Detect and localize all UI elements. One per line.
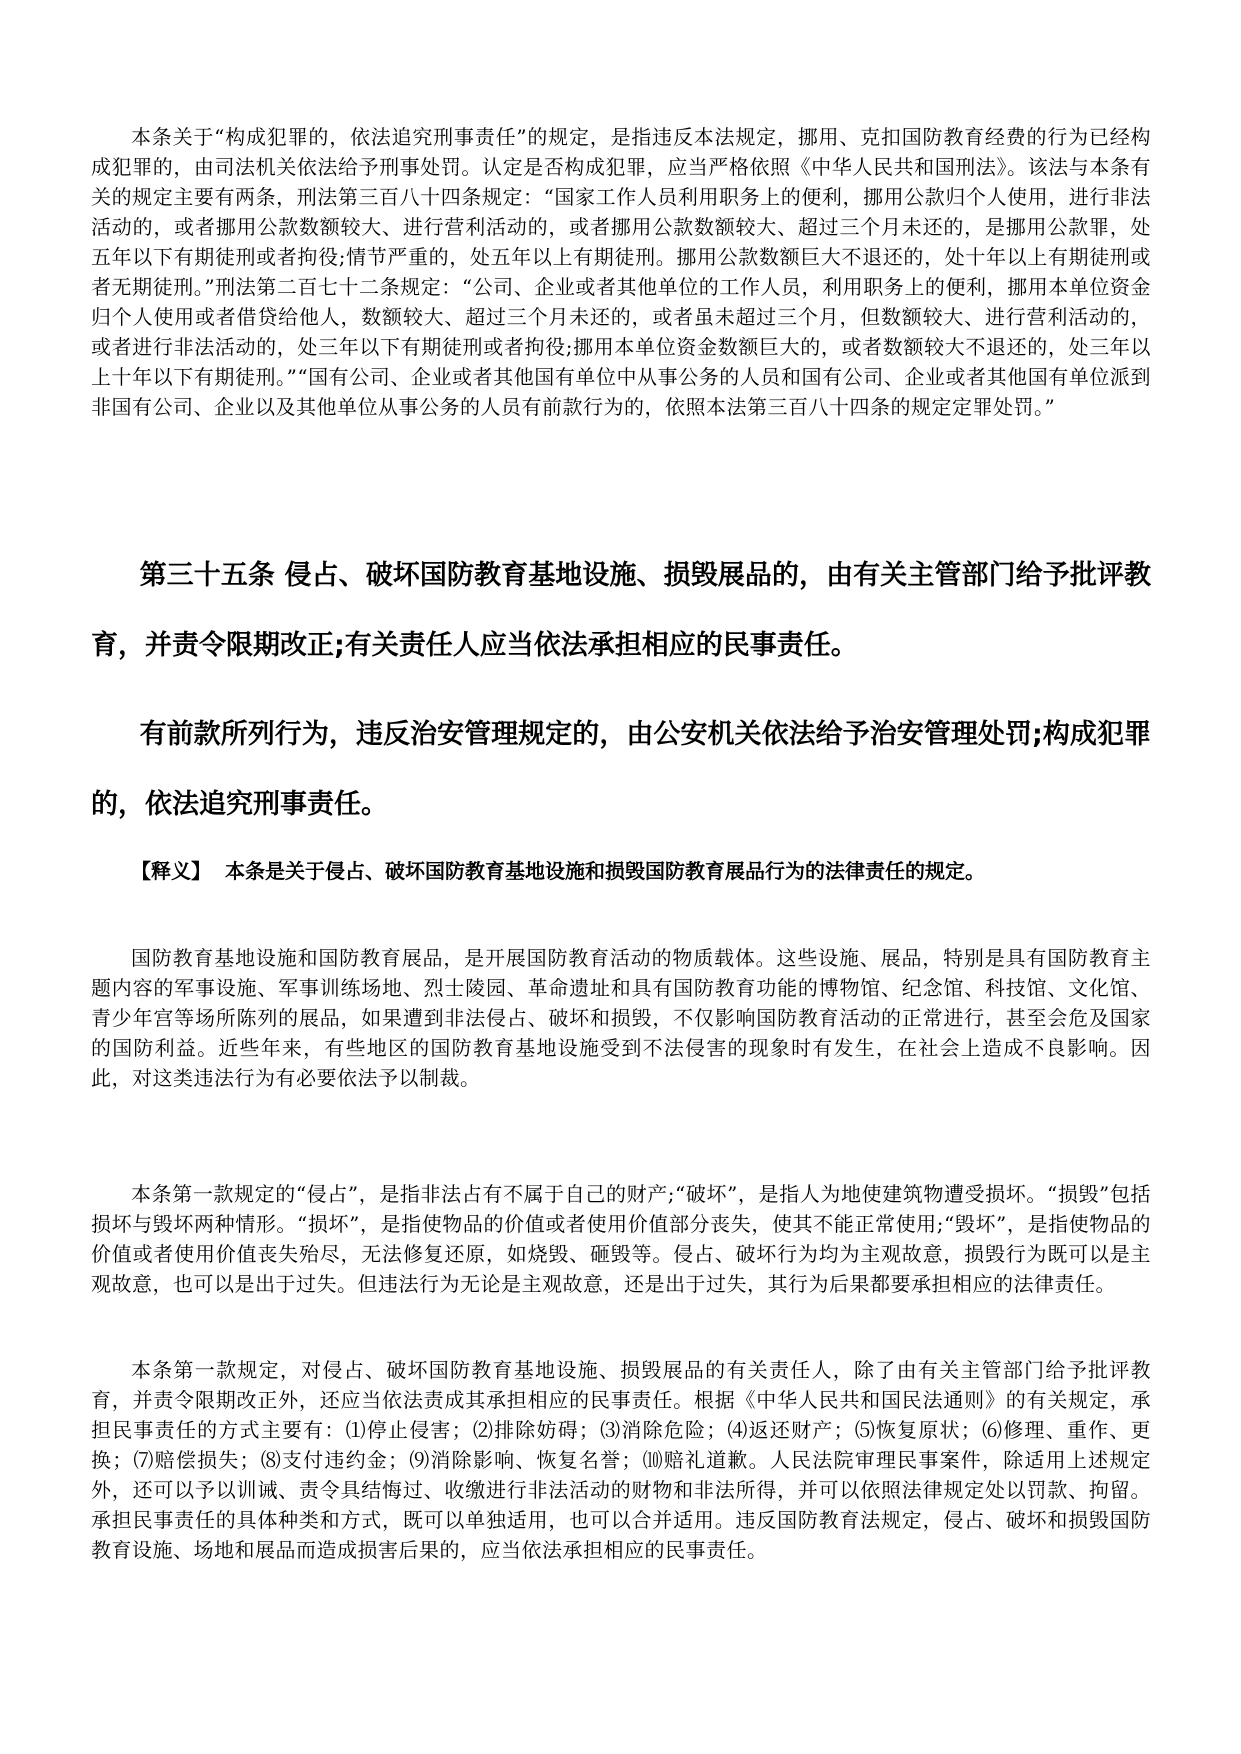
article-35-clause-2: 有前款所列行为，违反治安管理规定的，由公安机关依法给予治安管理处罚;构成犯罪的，依法追究刑事责任。 [91, 719, 1151, 820]
paragraph-term-definitions: 本条第一款规定的“侵占”，是指非法占有不属于自己的财产;“破坏”，是指人为地使建筑物遭受损坏。“损毁”包括损坏与毁坏两种情形。“损坏”，是指使物品的价值或者使用价值部分丧失，使其不能正常使用;“毁坏”，是指使物品的价值或者使用价值丧失殆尽，无法修复还原，如烧毁、砸毁等。侵占、破坏行为均为主观故意，损毁行为既可以是主观故意，也可以是出于过失。但违法行为无论是主观故意，还是出于过失，其行为后果都要承担相应的法律责任。 [91, 1182, 1151, 1296]
paragraph-criminal-liability: 本条关于“构成犯罪的，依法追究刑事责任”的规定，是指违反本法规定，挪用、克扣国防教育经费的行为已经构成犯罪的，由司法机关依法给予刑事处罚。认定是否构成犯罪，应当严格依照《中华人民共和国刑法》。该法与本条有关的规定主要有两条，刑法第三百八十四条规定：“国家工作人员利用职务上的便利，挪用公款归个人使用，进行非法活动的，或者挪用公款数额较大、进行营利活动的，或者挪用公款数额较大、超过三个月未还的，是挪用公款罪，处五年以下有期徒刑或者拘役;情节严重的，处五年以上有期徒刑。挪用公款数额巨大不退还的，处十年以上有期徒刑或者无期徒刑。”刑法第二百七十二条规定：“公司、企业或者其他单位的工作人员，利用职务上的便利，挪用本单位资金归个人使用或者借贷给他人，数额较大、超过三个月未还的，或者虽未超过三个月，但数额较大、进行营利活动的，或者进行非法活动的，处三年以下有期徒刑或者拘役;挪用本单位资金数额巨大的，或者数额较大不退还的，处三年以上十年以下有期徒刑。”“国有公司、企业或者其他国有单位中从事公务的人员和国有公司、企业或者其他国有单位派到非国有公司、企业以及其他单位从事公务的人员有前款行为的，依照本法第三百八十四条的规定定罪处罚。” [91, 125, 1151, 419]
interpretation-tag: 【释义】 [131, 859, 211, 883]
interpretation [91, 854, 1151, 888]
paragraph-civil-liability: 本条第一款规定，对侵占、破坏国防教育基地设施、损毁展品的有关责任人，除了由有关主管部门给予批评教育，并责令限期改正外，还应当依法责成其承担相应的民事责任。根据《中华人民共和国民法通则》的有关规定，承担民事责任的方式主要有：⑴停止侵害；⑵排除妨碍；⑶消除危险；⑷返还财产；⑸恢复原状；⑹修理、重作、更换；⑺赔偿损失；⑻支付违约金；⑼消除影响、恢复名誉；⑽赔礼道歉。人民法院审理民事案件，除适用上述规定外，还可以予以训诫、责令具结悔过、收缴进行非法活动的财物和非法所得，并可以依照法律规定处以罚款、拘留。承担民事责任的具体种类和方式，既可以单独适用，也可以合并适用。违反国防教育法规定，侵占、破坏和损毁国防教育设施、场地和展品而造成损害后果的，应当依法承担相应的民事责任。 [91, 1358, 1151, 1562]
paragraph-facilities-significance: 国防教育基地设施和国防教育展品，是开展国防教育活动的物质载体。这些设施、展品，特别是具有国防教育主题内容的军事设施、军事训练场地、烈士陵园、革命遗址和具有国防教育功能的博物馆、纪念馆、科技馆、文化馆、青少年宫等场所陈列的展品，如果遭到非法侵占、破坏和损毁，不仅影响国防教育活动的正常进行，甚至会危及国家的国防利益。近些年来，有些地区的国防教育基地设施受到不法侵害的现象时有发生，在社会上造成不良影响。因此，对这类违法行为有必要依法予以制裁。 [91, 946, 1151, 1090]
interpretation-text: 本条是关于侵占、破坏国防教育基地设施和损毁国防教育展品行为的法律责任的规定。 [225, 859, 985, 883]
article-35-clause-1: 第三十五条 侵占、破坏国防教育基地设施、损毁展品的，由有关主管部门给予批评教育，并责令限期改正;有关责任人应当依法承担相应的民事责任。 [91, 560, 1151, 661]
